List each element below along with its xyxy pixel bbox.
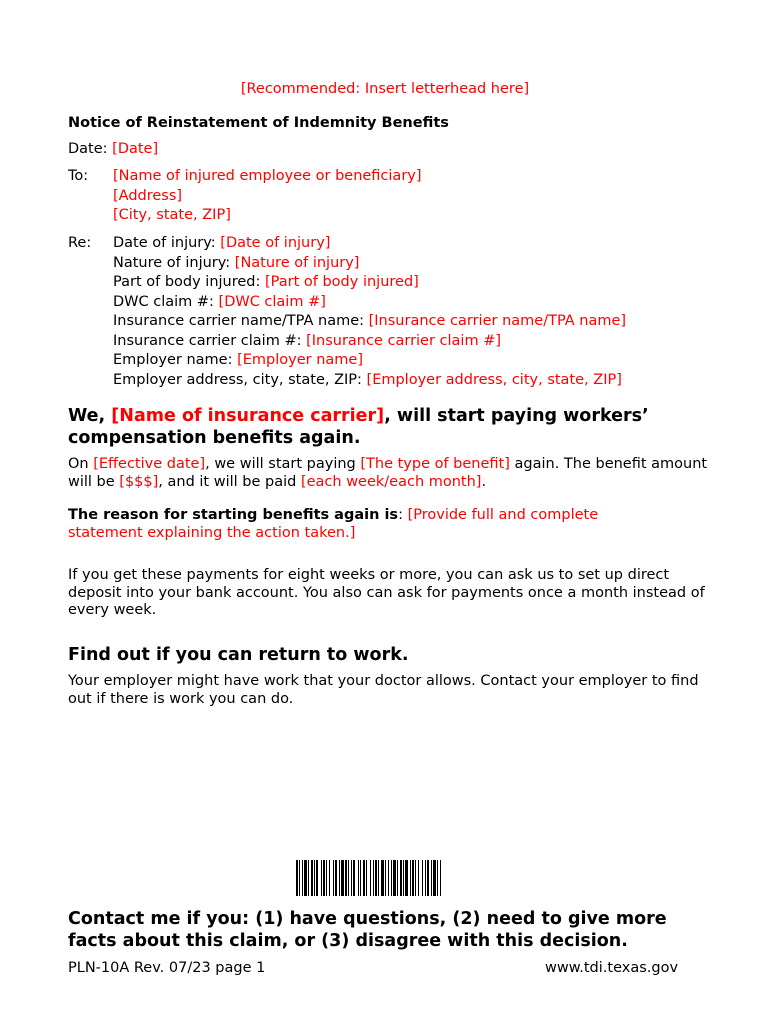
re-row-date-of-injury — [113, 234, 626, 254]
effective-date-field: [Effective date] — [93, 456, 206, 472]
website-link[interactable]: www.tdi.texas.gov — [545, 960, 679, 976]
barcode-bar — [335, 860, 337, 896]
barcode-bar — [308, 860, 309, 896]
barcode-bar — [316, 860, 318, 896]
barcode-bar — [296, 860, 298, 896]
reason-paragraph — [68, 507, 668, 542]
re-row-dwc-claim — [113, 293, 626, 313]
amount-field: [$$$] — [119, 473, 159, 490]
re-row-value: [Insurance carrier name/TPA name] — [368, 313, 627, 329]
re-row-value: [Insurance carrier claim #] — [306, 332, 502, 349]
date-line — [68, 140, 158, 159]
text: . — [481, 473, 487, 490]
re-row-label: Date of injury: — [113, 235, 216, 251]
barcode-bar — [360, 860, 361, 896]
barcode-bar — [304, 860, 307, 896]
barcode-bar — [400, 860, 402, 896]
barcode-bar — [422, 860, 423, 896]
reason-field: [Provide full and complete statement explaining the action taken.] — [68, 507, 599, 541]
barcode-bar — [418, 860, 419, 896]
re-row-label: DWC claim #: — [113, 293, 214, 310]
barcode-bar — [345, 860, 347, 896]
re-row-carrier-name — [113, 312, 626, 332]
barcode-bar — [393, 860, 396, 896]
benefit-type-field: [The type of benefit] — [360, 456, 510, 472]
barcode-bar — [329, 860, 330, 896]
re-row-employer-address — [113, 371, 626, 391]
re-row-part-of-body — [113, 273, 626, 293]
barcode-bar — [427, 860, 429, 896]
direct-deposit-paragraph: If you get these payments for eight weeks or more, you can ask us to set up direct deposit into your bank account. You also can ask for payments once a month instead of every week. — [68, 567, 705, 618]
barcode-bar — [339, 860, 340, 896]
barcode-bar — [391, 860, 392, 896]
heading1-carrier-field: [Name of insurance carrier] — [111, 406, 385, 426]
re-row-nature-of-injury — [113, 254, 626, 274]
frequency-field: [each week/each month] — [300, 473, 482, 490]
barcode-bar — [403, 860, 404, 896]
barcode-bar — [425, 860, 426, 896]
re-row-label: Nature of injury: — [113, 254, 231, 271]
barcode-bar — [333, 860, 334, 896]
re-row-carrier-claim — [113, 332, 626, 352]
form-number: PLN-10A Rev. 07/23 page 1 — [68, 960, 266, 976]
barcode-bar — [363, 860, 365, 896]
re-row-label: Insurance carrier claim #: — [113, 332, 302, 349]
barcode-bar — [358, 860, 359, 896]
barcode-bar — [397, 860, 398, 896]
reason-label: The reason for starting benefits again is — [68, 507, 399, 523]
barcode-bar — [311, 860, 313, 896]
letterhead-placeholder: [Recommended: Insert letterhead here] — [240, 81, 530, 97]
to-name: [Name of injured employee or beneficiary] — [113, 168, 422, 184]
barcode-bar — [321, 860, 322, 896]
barcode-bar — [348, 860, 349, 896]
barcode-bar — [341, 860, 344, 896]
barcode-bar — [440, 860, 441, 896]
heading-contact-me: Contact me if you: (1) have questions, (2) need to give more facts about this claim, or (3) disagree with this decision. — [68, 909, 667, 951]
heading-return-to-work: Find out if you can return to work. — [68, 645, 409, 665]
barcode-bar — [385, 860, 386, 896]
to-label: To: — [68, 168, 89, 184]
return-to-work-paragraph: Your employer might have work that your doctor allows. Contact your employer to find out if there is work you can do. — [68, 673, 699, 707]
re-row-label: Employer name: — [113, 352, 233, 368]
barcode-bar — [302, 860, 303, 896]
text: On — [68, 456, 94, 472]
heading-start-paying — [68, 405, 728, 449]
notice-title: Notice of Reinstatement of Indemnity Benefits — [68, 115, 449, 131]
barcode-bar — [314, 860, 315, 896]
barcode-bar — [353, 860, 355, 896]
re-row-employer-name — [113, 351, 626, 371]
text: again. The benefit amount will be — [68, 456, 708, 490]
barcode-bar — [431, 860, 432, 896]
barcode-bar — [437, 860, 438, 896]
barcode-bar — [299, 860, 300, 896]
re-row-value: [Part of body injured] — [265, 274, 419, 290]
re-row-value: [DWC claim #] — [218, 293, 326, 310]
barcode-bar — [405, 860, 408, 896]
barcode-bar — [410, 860, 411, 896]
barcode-bar — [370, 860, 371, 896]
barcode — [296, 860, 518, 896]
text: , and it will be paid — [158, 473, 301, 490]
date-value: [Date] — [112, 141, 159, 157]
barcode-bar — [415, 860, 416, 896]
benefit-paragraph — [68, 456, 708, 491]
re-row-value: [Nature of injury] — [234, 254, 360, 271]
barcode-bar — [381, 860, 384, 896]
barcode-bar — [378, 860, 379, 896]
barcode-bar — [351, 860, 352, 896]
to-address: [Address] — [113, 187, 183, 204]
barcode-bar — [366, 860, 367, 896]
barcode-bar — [323, 860, 325, 896]
re-row-label: Insurance carrier name/TPA name: — [113, 313, 365, 329]
barcode-bar — [373, 860, 374, 896]
barcode-bar — [375, 860, 377, 896]
heading1-pre: We, — [68, 406, 112, 426]
text: : — [398, 507, 408, 523]
barcode-bar — [433, 860, 436, 896]
barcode-bar — [388, 860, 389, 896]
heading1-post: , will start paying workers’ compensation benefits again. — [68, 406, 649, 448]
date-label: Date: — [68, 141, 108, 157]
re-row-value: [Employer name] — [237, 352, 363, 368]
to-address-block — [113, 167, 422, 226]
re-label: Re: — [68, 235, 92, 251]
re-row-value: [Date of injury] — [220, 235, 331, 251]
barcode-bar — [326, 860, 327, 896]
to-city-state-zip: [City, state, ZIP] — [113, 207, 231, 223]
barcode-bar — [412, 860, 414, 896]
re-row-value: [Employer address, city, state, ZIP] — [366, 371, 622, 388]
text: , we will start paying — [205, 456, 361, 472]
re-block — [113, 234, 626, 390]
re-row-label: Employer address, city, state, ZIP: — [113, 371, 362, 388]
re-row-label: Part of body injured: — [113, 274, 261, 290]
